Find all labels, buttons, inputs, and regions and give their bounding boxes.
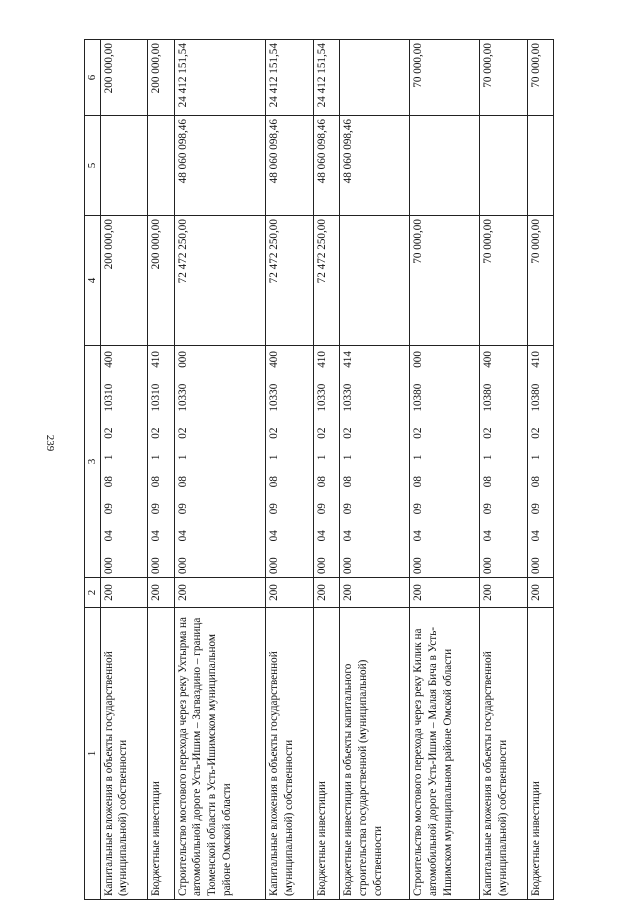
code-segment: 09	[150, 503, 163, 515]
code-segment: 04	[102, 530, 115, 542]
amount-cell-col4: 72 472 250,00	[174, 216, 266, 346]
code-segment: 414	[342, 351, 355, 368]
code-segment: 1	[316, 454, 329, 461]
amount-cell-col6: 200 000,00	[148, 40, 174, 116]
code-segment: 400	[102, 351, 115, 368]
amount-cell-col4: 72 472 250,00	[266, 216, 314, 346]
classification-code-cell	[314, 346, 340, 578]
code-segment: 02	[268, 427, 281, 439]
amount-cell-col5	[527, 116, 553, 216]
amount-cell-col4: 200 000,00	[148, 216, 174, 346]
amount-cell-col5: 48 060 098,46	[340, 116, 410, 216]
code-segment: 09	[342, 503, 355, 515]
code-segment: 000	[268, 557, 281, 574]
admin-code-cell: 200	[174, 578, 266, 608]
amount-cell-col6: 24 412 151,54	[266, 40, 314, 116]
code-segment: 000	[412, 557, 425, 574]
admin-code-cell: 200	[314, 578, 340, 608]
code-segment: 1	[176, 454, 189, 461]
amount-cell-col5: 48 060 098,46	[174, 116, 266, 216]
code-segment: 08	[150, 476, 163, 488]
table-row	[266, 40, 314, 900]
item-name-cell: Капитальные вложения в объекты государственной (муниципальной) собственности	[100, 608, 148, 900]
code-segment: 02	[316, 427, 329, 439]
classification-code	[267, 349, 282, 574]
code-segment: 04	[412, 530, 425, 542]
item-name-cell: Капитальные вложения в объекты государственной (муниципальной) собственности	[266, 608, 314, 900]
code-segment: 08	[481, 476, 494, 488]
code-segment: 04	[342, 530, 355, 542]
item-name-cell: Строительство мостового перехода через реку Килик на автомобильной дороге Усть-Ишим – Малая Бича в Усть-Ишимском муниципальном районе Омской области	[410, 608, 480, 900]
code-segment: 1	[481, 454, 494, 461]
code-segment: 000	[176, 557, 189, 574]
code-segment: 04	[176, 530, 189, 542]
item-name-cell: Бюджетные инвестиции в объекты капитального строительства государственной (муниципальной) собственности	[340, 608, 410, 900]
classification-code-cell	[266, 346, 314, 578]
code-segment: 10310	[150, 383, 163, 412]
code-segment: 1	[150, 454, 163, 461]
amount-cell-col4: 72 472 250,00	[314, 216, 340, 346]
amount-cell-col4	[340, 216, 410, 346]
classification-code	[341, 349, 356, 574]
item-name-cell: Бюджетные инвестиции	[527, 608, 553, 900]
code-segment: 000	[150, 557, 163, 574]
classification-code-cell	[100, 346, 148, 578]
amount-cell-col6: 70 000,00	[410, 40, 480, 116]
code-segment: 400	[481, 351, 494, 368]
amount-cell-col6: 24 412 151,54	[314, 40, 340, 116]
table-row	[340, 40, 410, 900]
code-segment: 10330	[316, 383, 329, 412]
header-row	[85, 40, 101, 900]
code-segment: 410	[150, 351, 163, 368]
code-segment: 08	[176, 476, 189, 488]
code-segment: 400	[268, 351, 281, 368]
code-segment: 410	[529, 351, 542, 368]
code-segment: 1	[268, 454, 281, 461]
code-segment: 08	[268, 476, 281, 488]
code-segment: 000	[481, 557, 494, 574]
code-segment: 02	[342, 427, 355, 439]
amount-cell-col5	[100, 116, 148, 216]
budget-table	[84, 39, 554, 900]
code-segment: 02	[481, 427, 494, 439]
code-segment: 08	[529, 476, 542, 488]
code-segment: 09	[176, 503, 189, 515]
code-segment: 1	[342, 454, 355, 461]
table-row	[174, 40, 266, 900]
amount-cell-col6: 24 412 151,54	[174, 40, 266, 116]
amount-cell-col4: 200 000,00	[100, 216, 148, 346]
code-segment: 04	[150, 530, 163, 542]
header-cell: 5	[85, 116, 101, 216]
code-segment: 04	[316, 530, 329, 542]
classification-code-cell	[527, 346, 553, 578]
code-segment: 10330	[176, 383, 189, 412]
code-segment: 09	[316, 503, 329, 515]
admin-code-cell: 200	[148, 578, 174, 608]
classification-code-cell	[174, 346, 266, 578]
amount-cell-col6	[340, 40, 410, 116]
code-segment: 02	[102, 427, 115, 439]
code-segment: 09	[481, 503, 494, 515]
admin-code-cell: 200	[266, 578, 314, 608]
amount-cell-col6: 200 000,00	[100, 40, 148, 116]
admin-code-cell: 200	[479, 578, 527, 608]
code-segment: 09	[102, 503, 115, 515]
code-segment: 000	[412, 351, 425, 368]
amount-cell-col4: 70 000,00	[410, 216, 480, 346]
classification-code-cell	[410, 346, 480, 578]
code-segment: 09	[412, 503, 425, 515]
code-segment: 04	[529, 530, 542, 542]
amount-cell-col5: 48 060 098,46	[266, 116, 314, 216]
code-segment: 000	[529, 557, 542, 574]
code-segment: 10380	[481, 383, 494, 412]
amount-cell-col5	[148, 116, 174, 216]
table-row	[527, 40, 553, 900]
header-cell: 3	[85, 346, 101, 578]
rotated-table-wrapper	[84, 40, 554, 900]
code-segment: 10380	[529, 383, 542, 412]
classification-code	[315, 349, 330, 574]
page-number: 239	[44, 434, 56, 452]
table-row	[100, 40, 148, 900]
header-cell: 4	[85, 216, 101, 346]
header-cell: 1	[85, 608, 101, 900]
code-segment: 000	[342, 557, 355, 574]
admin-code-cell: 200	[410, 578, 480, 608]
classification-code-cell	[340, 346, 410, 578]
classification-code	[176, 349, 191, 574]
table-row	[479, 40, 527, 900]
amount-cell-col6: 70 000,00	[479, 40, 527, 116]
header-cell: 2	[85, 578, 101, 608]
code-segment: 10380	[412, 383, 425, 412]
code-segment: 09	[268, 503, 281, 515]
code-segment: 02	[412, 427, 425, 439]
amount-cell-col4: 70 000,00	[479, 216, 527, 346]
code-segment: 1	[529, 454, 542, 461]
classification-code	[411, 349, 426, 574]
item-name-cell: Капитальные вложения в объекты государственной (муниципальной) собственности	[479, 608, 527, 900]
code-segment: 02	[176, 427, 189, 439]
code-segment: 02	[529, 427, 542, 439]
amount-cell-col6: 70 000,00	[527, 40, 553, 116]
item-name-cell: Строительство мостового перехода через реку Ухтырма на автомобильной дороге Усть-Ишим – Загваздино – граница Тюменской области в Усть-Ишимском муниципальном районе Омской области	[174, 608, 266, 900]
amount-cell-col4: 70 000,00	[527, 216, 553, 346]
code-segment: 000	[176, 351, 189, 368]
code-segment: 04	[268, 530, 281, 542]
item-name-cell: Бюджетные инвестиции	[314, 608, 340, 900]
header-cell: 6	[85, 40, 101, 116]
table-row	[148, 40, 174, 900]
code-segment: 08	[412, 476, 425, 488]
code-segment: 02	[150, 427, 163, 439]
classification-code	[481, 349, 496, 574]
code-segment: 410	[316, 351, 329, 368]
code-segment: 1	[412, 454, 425, 461]
code-segment: 10330	[342, 383, 355, 412]
code-segment: 000	[102, 557, 115, 574]
code-segment: 08	[342, 476, 355, 488]
code-segment: 08	[316, 476, 329, 488]
table-row	[314, 40, 340, 900]
code-segment: 04	[481, 530, 494, 542]
classification-code-cell	[479, 346, 527, 578]
admin-code-cell: 200	[100, 578, 148, 608]
code-segment: 000	[316, 557, 329, 574]
classification-code-cell	[148, 346, 174, 578]
classification-code	[102, 349, 117, 574]
classification-code	[529, 349, 544, 574]
code-segment: 09	[529, 503, 542, 515]
admin-code-cell: 200	[340, 578, 410, 608]
amount-cell-col5	[410, 116, 480, 216]
table-row	[410, 40, 480, 900]
admin-code-cell: 200	[527, 578, 553, 608]
code-segment: 08	[102, 476, 115, 488]
code-segment: 1	[102, 454, 115, 461]
classification-code	[149, 349, 164, 574]
amount-cell-col5	[479, 116, 527, 216]
code-segment: 10310	[102, 383, 115, 412]
item-name-cell: Бюджетные инвестиции	[148, 608, 174, 900]
code-segment: 10330	[268, 383, 281, 412]
amount-cell-col5: 48 060 098,46	[314, 116, 340, 216]
